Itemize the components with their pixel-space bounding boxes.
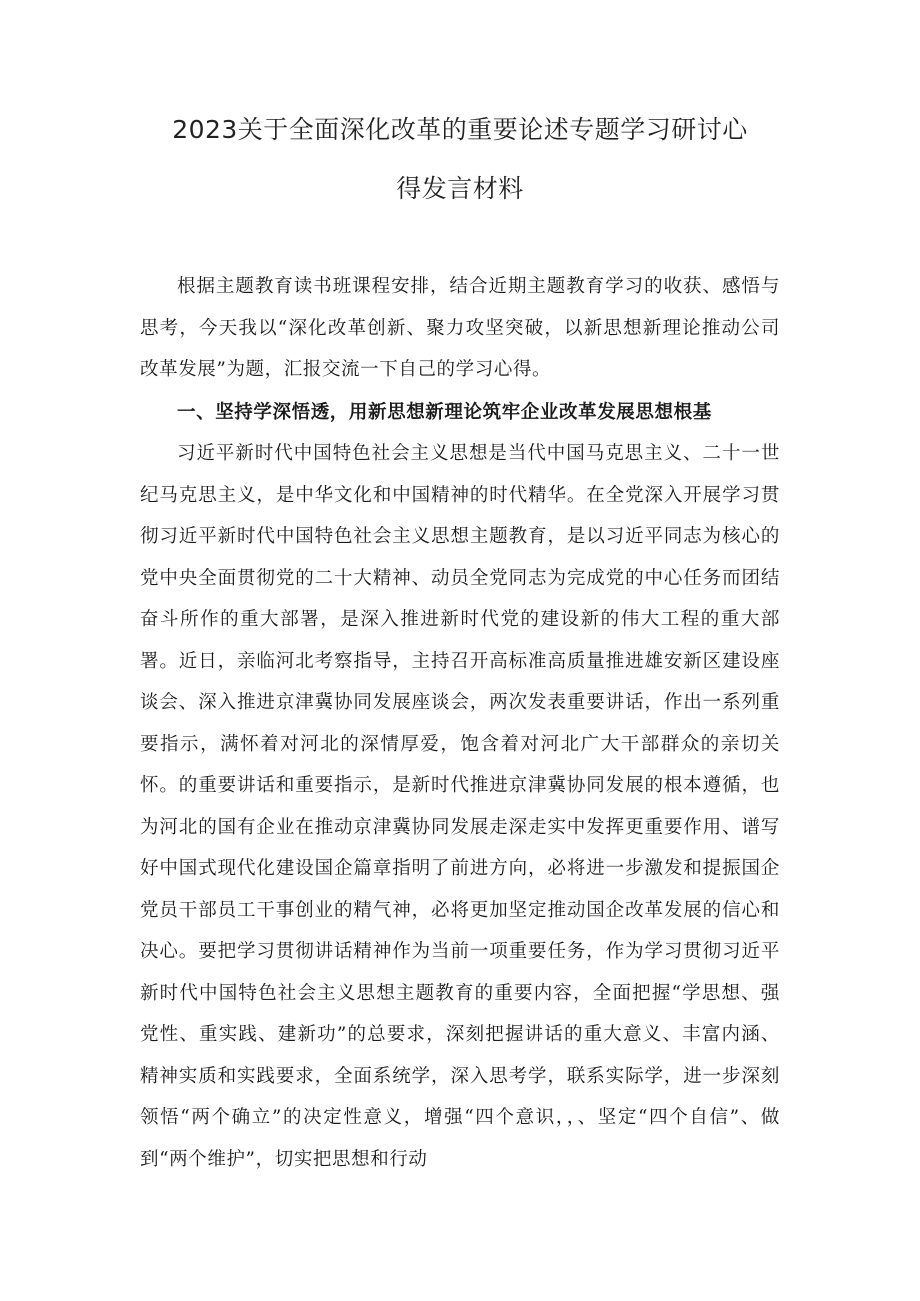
section-1-paragraph: 习近平新时代中国特色社会主义思想是当代中国马克思主义、二十一世纪马克思主义，是中华文化和中国精神的时代精华。在全党深入开展学习贯彻习近平新时代中国特色社会主义思想主题教育，是以习近平同志为核心的党中央全面贯彻党的二十大精神、动员全党同志为完成党的中心任务而团结奋斗所作的重大部署，是深入推进新时代党的建设新的伟大工程的重大部署。近日，亲临河北考察指导，主持召开高标准高质量推进雄安新区建设座谈会、深入推进京津冀协同发展座谈会，两次发表重要讲话，作出一系列重要指示，满怀着对河北的深情厚爱，饱含着对河北广大干部群众的亲切关怀。的重要讲话和重要指示，是新时代推进京津冀协同发展的根本遵循，也为河北的国有企业在推动京津冀协同发展走深走实中发挥更重要作用、谱写好中国式现代化建设国企篇章指明了前进方向，必将进一步激发和提振国企党员干部员工干事创业的精气神，必将更加坚定推动国企改革发展的信心和决心。要把学习贯彻讲话精神作为当前一项重要任务，作为学习贯彻习近平新时代中国特色社会主义思想主题教育的重要内容，全面把握“学思想、强党性、重实践、建新功”的总要求，深刻把握讲话的重大意义、丰富内涵、精神实质和实践要求，全面系统学，深入思考学，联系实际学，进一步深刻领悟“两个确立”的决定性意义，增强“四个意识，，、坚定“四个自信”、做到“两个维护”，切实把思想和行动 (140, 443, 780, 1170)
intro-paragraph: 根据主题教育读书班课程安排，结合近期主题教育学习的收获、感悟与思考，今天我以“深化改革创新、聚力攻坚突破，以新思想新理论推动公司改革发展”为题，汇报交流一下自己的学习心得。 (140, 276, 780, 380)
document-title-line-2: 得发言材料 (396, 174, 524, 203)
document-title-line-1: 2023关于全面深化改革的重要论述专题学习研讨心 (172, 115, 748, 144)
section-heading-1: 一、坚持学深悟透，用新思想新理论筑牢企业改革发展思想根基 (177, 402, 712, 423)
